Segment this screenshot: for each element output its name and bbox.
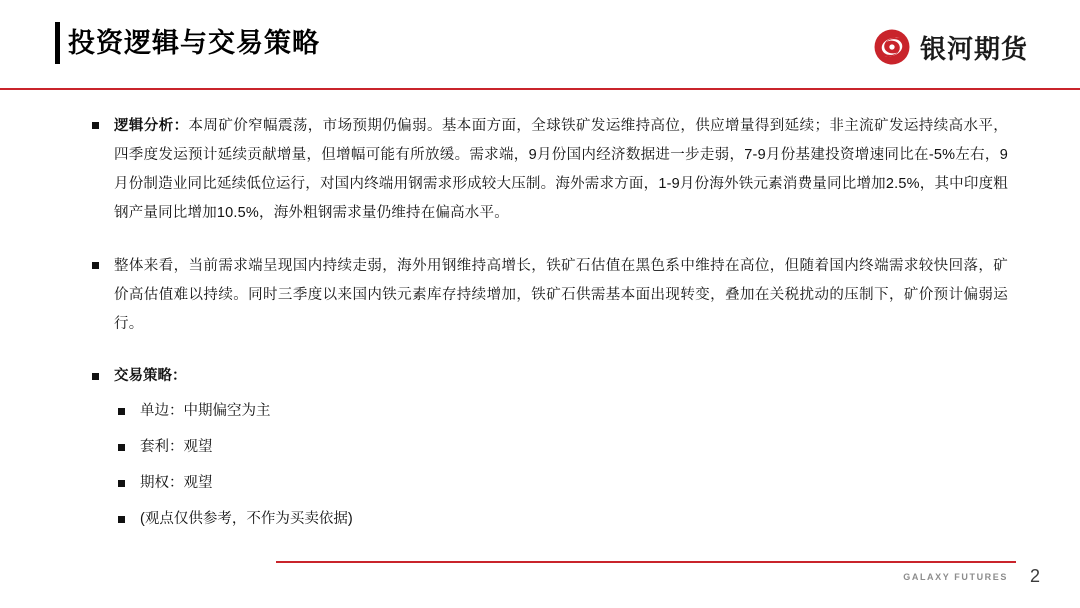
header-divider [0,88,1080,90]
paragraph-lead: 逻辑分析： [114,118,189,134]
footer-brand-en: GALAXY FUTURES [903,572,1008,582]
page-title: 投资逻辑与交易策略 [68,28,320,58]
brand-lockup [873,27,1028,67]
paragraph-block [88,252,1008,339]
bullet-square-icon [92,373,99,380]
strategy-disclaimer: (观点仅供参考，不作为买卖依据) [140,511,353,527]
paragraph-text [114,252,1008,339]
bullet-square-icon [118,480,125,487]
paragraph-body: 本周矿价窄幅震荡，市场预期仍偏弱。基本面方面，全球铁矿发运维持高位，供应增量得到延续；非主流矿发运持续高水平，四季度发运预计延续贡献增量，但增幅可能有所放缓。需求端，9月份国内经济数据进一步走弱，7-9月份基建投资增速同比在-5%左右，9月份制造业同比延续低位运行，对国内终端用钢需求形成较大压制。海外需求方面，1-9月份海外铁元素消费量同比增加2.5%，其中印度粗钢产量同比增加10.5%，海外粗钢需求量仍维持在偏高水平。 [114,118,1009,221]
galaxy-futures-logo-icon [873,28,911,66]
strategy-item [88,470,1008,496]
paragraph-text [114,112,1008,228]
footer-divider [276,561,1016,563]
bullet-square-icon [118,408,125,415]
strategy-item [88,398,1008,424]
slide-body [88,112,1008,542]
strategy-item [88,434,1008,460]
strategy-heading-block [88,363,1008,389]
slide-header [0,0,1080,88]
strategy-item [88,506,1008,532]
bullet-square-icon [118,516,125,523]
strategy-item-label: 期权：观望 [140,475,213,491]
page-number: 2 [1029,566,1040,586]
bullet-square-icon [92,122,99,129]
strategy-item-label: 单边：中期偏空为主 [140,403,271,419]
brand-name: 银河期货 [919,33,1028,64]
strategy-item-label: 套利：观望 [140,439,213,455]
bullet-square-icon [118,444,125,451]
strategy-heading: 交易策略： [114,368,187,384]
paragraph-body: 整体来看，当前需求端呈现国内持续走弱，海外用钢维持高增长，铁矿石估值在黑色系中维持在高位，但随着国内终端需求较快回落，矿价高估值难以持续。同时三季度以来国内铁元素库存持续增加，铁矿石供需基本面出现转变，叠加在关税扰动的压制下，矿价预计偏弱运行。 [114,258,1008,332]
title-accent-rule [55,22,60,64]
bullet-square-icon [92,262,99,269]
paragraph-block [88,112,1008,228]
